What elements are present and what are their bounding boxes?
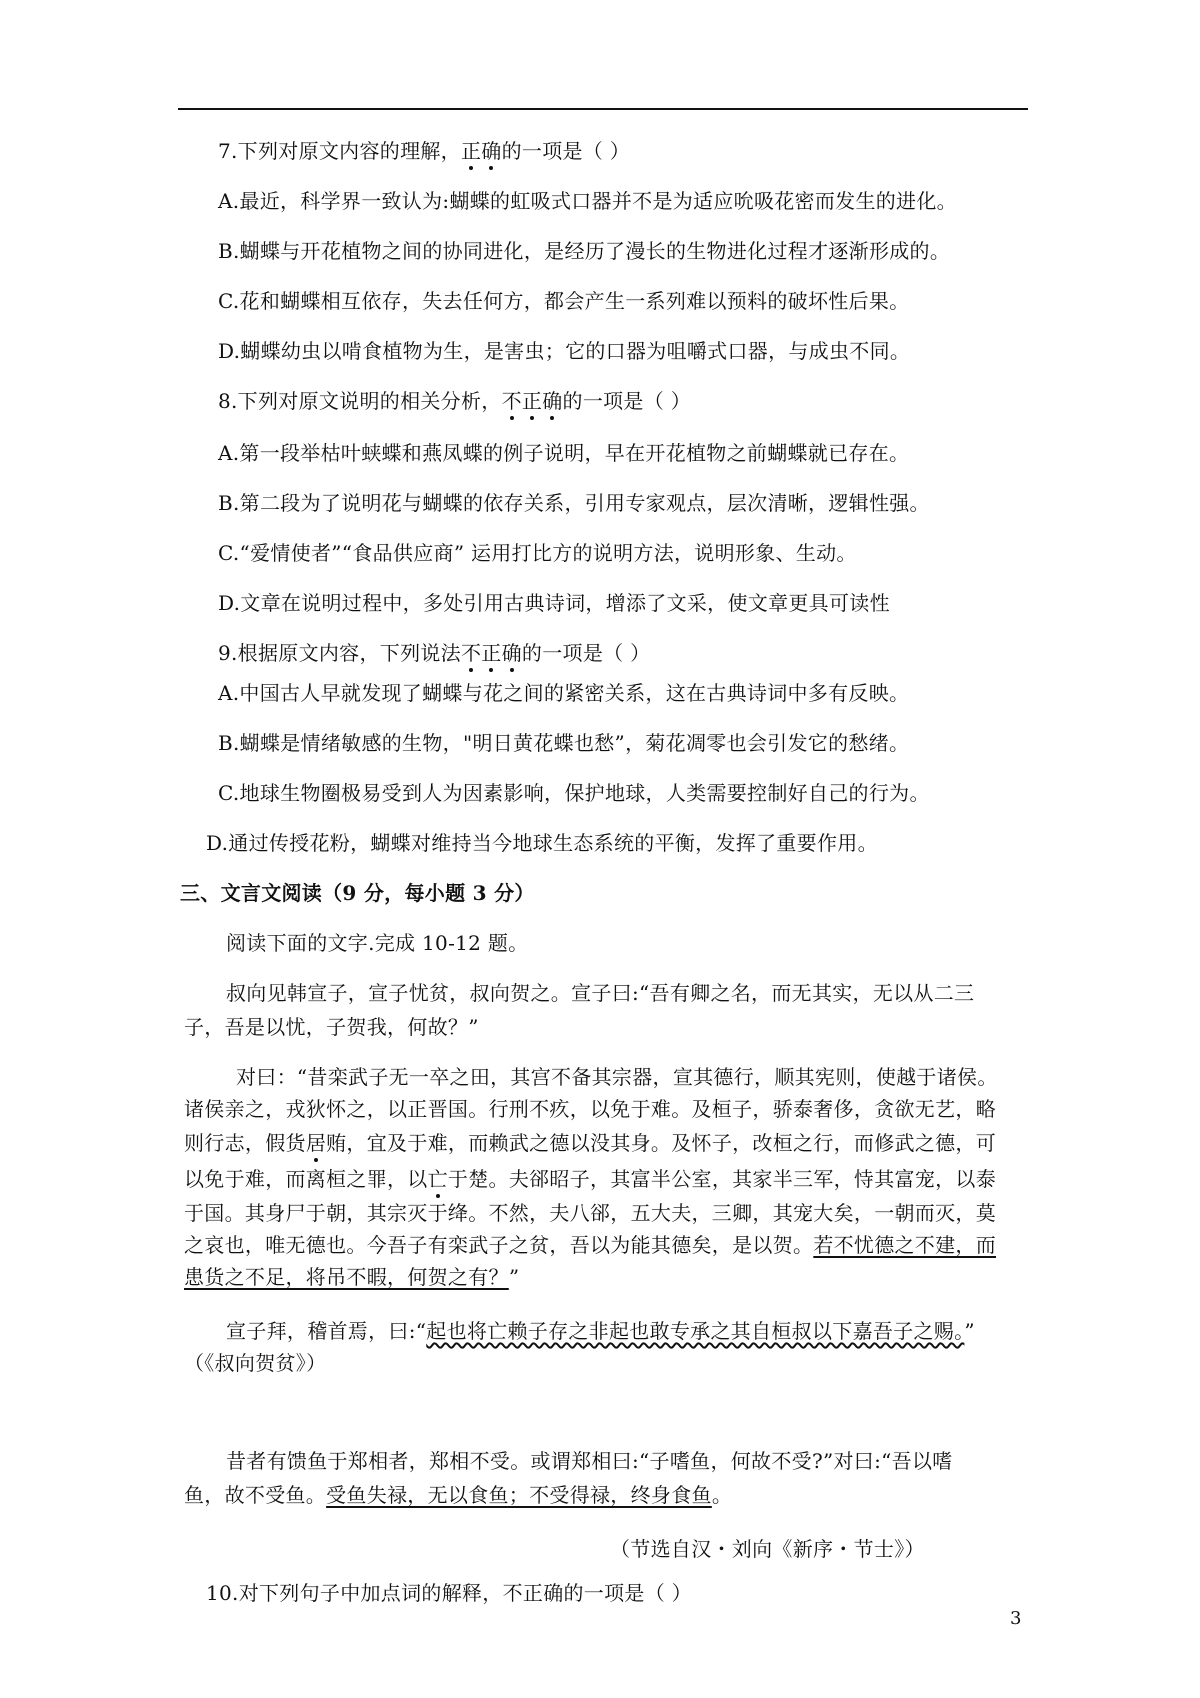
q8-option-d: D.文章在说明过程中，多处引用古典诗词，增添了文采，使文章更具可读性 bbox=[218, 591, 890, 615]
passage1-line: 患货之不足，将吊不暇，何贺之有？” bbox=[184, 1265, 520, 1289]
q8-option-b: B.第二段为了说明花与蝴蝶的依存关系，引用专家观点，层次清晰，逻辑性强。 bbox=[218, 491, 930, 515]
passage1-line: 以免于难，而离桓之罪，以亡于楚。夫郤昭子，其富半公室，其家半三军，恃其富宠，以泰 bbox=[184, 1167, 997, 1191]
passage2-line: 鱼，故不受鱼。受鱼失禄，无以食鱼；不受得禄，终身食鱼。 bbox=[184, 1483, 733, 1507]
q10-stem: 10.对下列句子中加点词的解释，不正确的一项是（ ） bbox=[206, 1581, 692, 1605]
page-number: 3 bbox=[1010, 1608, 1022, 1629]
passage1-source: （《叔向贺贫》） bbox=[184, 1351, 327, 1375]
passage1-line: 叔向见韩宣子，宣子忧贫，叔向贺之。宣子曰:“吾有卿之名，而无其实，无以从二三 bbox=[226, 981, 975, 1005]
q9-option-c: C.地球生物圈极易受到人为因素影响，保护地球，人类需要控制好自己的行为。 bbox=[218, 781, 930, 805]
passage2-source: （节选自汉・刘向《新序・节士》） bbox=[610, 1537, 925, 1561]
passage1-line: 对曰：“昔栾武子无一卒之田，其宫不备其宗器，宣其德行，顺其宪则，使越于诸侯。 bbox=[236, 1065, 998, 1089]
q8-stem: 8.下列对原文说明的相关分析，不正确的一项是（ ） bbox=[218, 389, 691, 413]
q9-option-a: A.中国古人早就发现了蝴蝶与花之间的紧密关系，这在古典诗词中多有反映。 bbox=[218, 681, 910, 705]
passage1-line: 宣子拜，稽首焉，曰:“起也将亡赖子存之非起也敢专承之其自桓叔以下嘉吾子之赐。” bbox=[226, 1319, 975, 1343]
q9-option-b: B.蝴蝶是情绪敏感的生物，"明日黄花蝶也愁”，菊花凋零也会引发它的愁绪。 bbox=[218, 731, 910, 755]
q8-option-a: A.第一段举枯叶蛱蝶和燕凤蝶的例子说明，早在开花植物之前蝴蝶就已存在。 bbox=[218, 441, 910, 465]
header-rule bbox=[178, 108, 1028, 110]
q9-option-d: D.通过传授花粉，蝴蝶对维持当今地球生态系统的平衡，发挥了重要作用。 bbox=[206, 831, 878, 855]
q7-option-a: A.最近，科学界一致认为:蝴蝶的虹吸式口器并不是为适应吮吸花密而发生的进化。 bbox=[218, 189, 957, 213]
passage1-line: 则行志，假货居贿，宜及于难，而赖武之德以没其身。及怀子，改桓之行，而修武之德，可 bbox=[184, 1131, 997, 1155]
passage1-line: 之哀也，唯无德也。今吾子有栾武子之贫，吾以为能其德矣，是以贺。若不忧德之不建，而 bbox=[184, 1233, 997, 1257]
q7-option-b: B.蝴蝶与开花植物之间的协同进化，是经历了漫长的生物进化过程才逐渐形成的。 bbox=[218, 239, 951, 263]
q8-option-c: C.“爱情使者”“食品供应商” 运用打比方的说明方法，说明形象、生动。 bbox=[218, 541, 857, 565]
q7-option-d: D.蝴蝶幼虫以啃食植物为生，是害虫；它的口器为咀嚼式口器，与成虫不同。 bbox=[218, 339, 911, 363]
q7-option-c: C.花和蝴蝶相互依存，失去任何方，都会产生一系列难以预料的破坏性后果。 bbox=[218, 289, 910, 313]
q9-stem: 9.根据原文内容，下列说法不正确的一项是（ ） bbox=[218, 641, 651, 665]
q7-stem: 7.下列对原文内容的理解，正确的一项是（ ） bbox=[218, 139, 631, 163]
passage2-line: 昔者有馈鱼于郑相者，郑相不受。或谓郑相曰:“子嗜鱼，何故不受?”对曰:“吾以嗜 bbox=[226, 1449, 953, 1473]
section-instruction: 阅读下面的文字.完成 10-12 题。 bbox=[226, 931, 529, 955]
section-heading: 三、文言文阅读（9 分，每小题 3 分） bbox=[180, 881, 535, 905]
passage1-line: 于国。其身尸于朝，其宗灭于绛。不然，夫八郤，五大夫，三卿，其宠大矣，一朝而灭，莫 bbox=[184, 1201, 996, 1225]
passage1-line: 诸侯亲之，戎狄怀之，以正晋国。行刑不疚，以免于难。及桓子，骄泰奢侈，贪欲无艺，略 bbox=[184, 1097, 996, 1121]
passage1-line: 子，吾是以忧，子贺我，何故？” bbox=[184, 1015, 479, 1039]
